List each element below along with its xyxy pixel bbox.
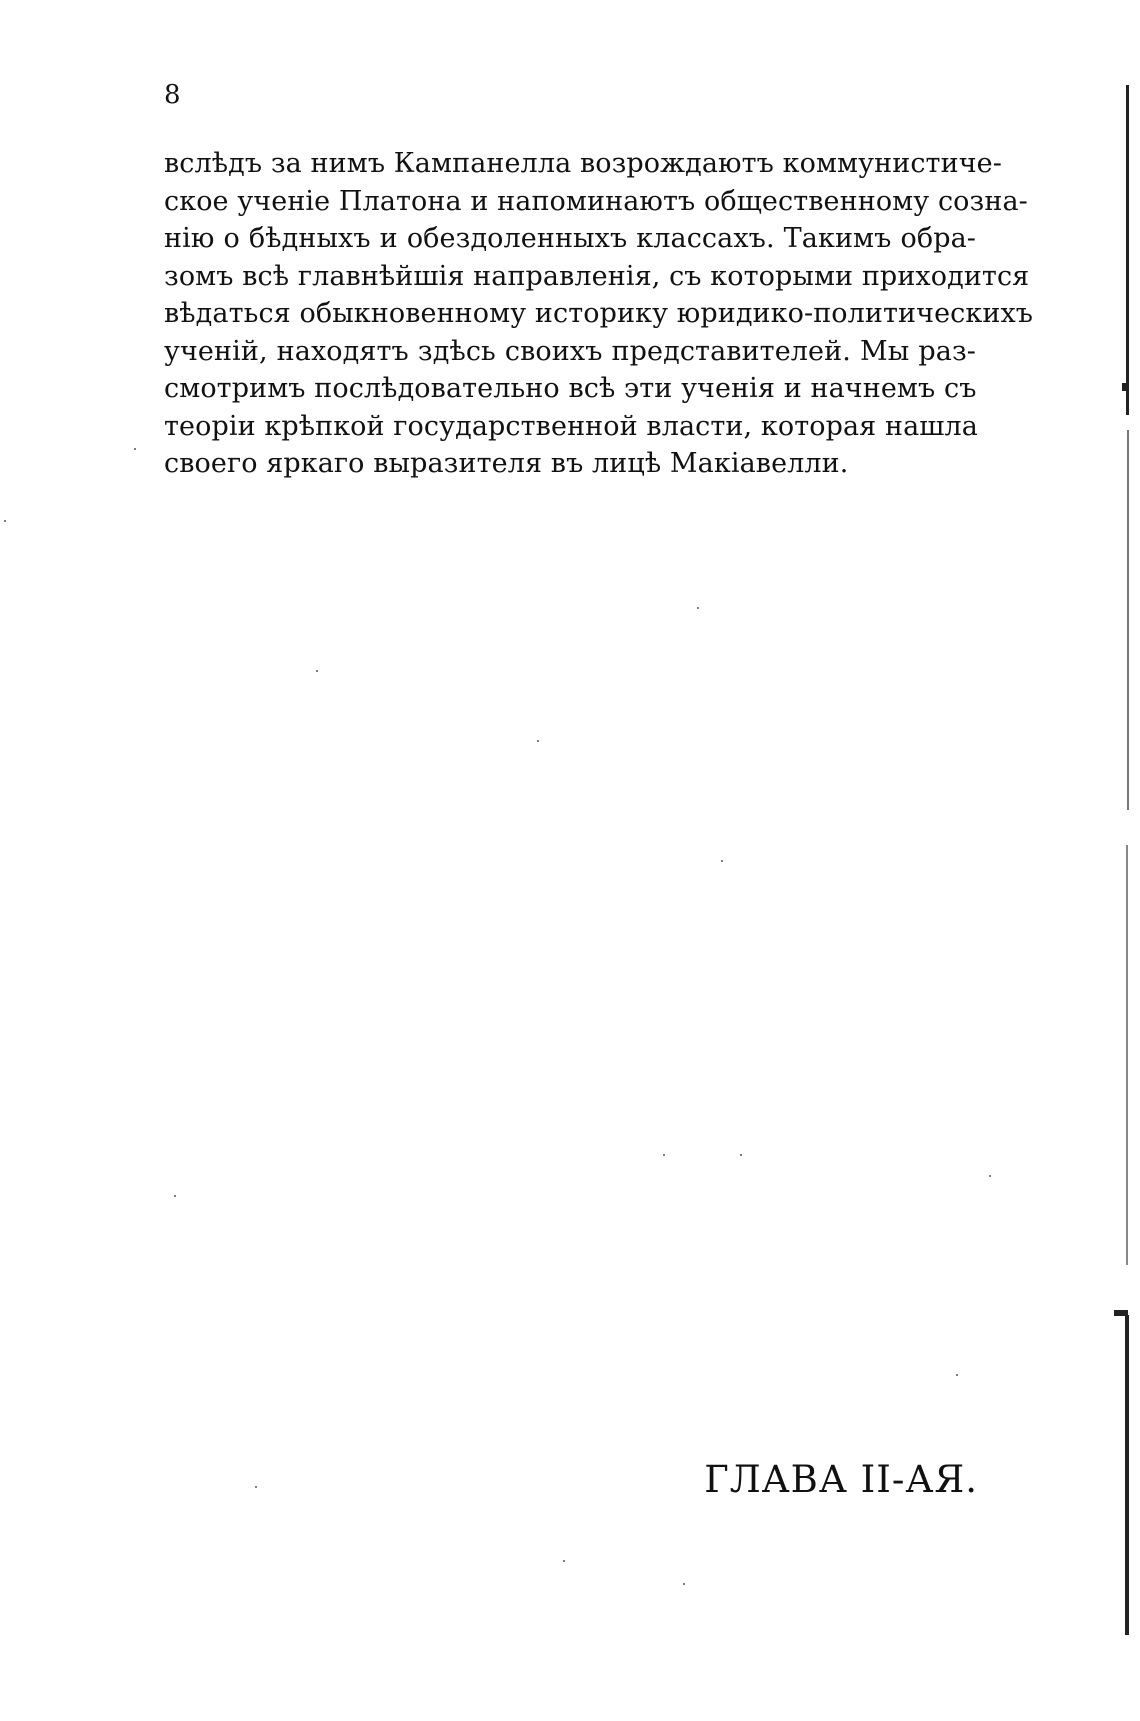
- paragraph: [164, 145, 1034, 483]
- binding-rule: [1122, 383, 1127, 391]
- paper-speck: [697, 607, 699, 609]
- paragraph-line: нію о бѣдныхъ и обездоленныхъ классахъ. Такимъ обра-: [164, 223, 976, 254]
- paragraph-line: вслѣдъ за нимъ Кампанелла возрождаютъ коммунистиче-: [164, 148, 1002, 179]
- paper-speck: [537, 740, 539, 742]
- paper-speck: [174, 1195, 176, 1197]
- paragraph-line: смотримъ послѣдовательно всѣ эти ученія и начнемъ съ: [164, 373, 977, 404]
- paragraph-line: вѣдаться обыкновенному историку юридико-политическихъ: [164, 298, 1034, 329]
- binding-rule: [1114, 1310, 1128, 1316]
- binding-rule: [1126, 845, 1128, 1265]
- paragraph-line: ское ученіе Платона и напоминаютъ общественному созна-: [164, 185, 1028, 217]
- paper-speck: [989, 1175, 991, 1177]
- paper-speck: [721, 860, 723, 862]
- binding-rule: [1127, 430, 1129, 810]
- binding-rule: [1126, 85, 1129, 415]
- paper-speck: [134, 448, 136, 450]
- paragraph-line: теоріи крѣпкой государственной власти, которая нашла: [164, 410, 978, 442]
- binding-edge: [1114, 0, 1140, 1721]
- paper-speck: [663, 1154, 665, 1156]
- page-number: 8: [164, 80, 181, 110]
- paragraph-line: зомъ всѣ главнѣйшія направленія, съ которыми приходится: [164, 260, 1030, 292]
- paper-speck: [563, 1560, 565, 1562]
- paper-speck: [4, 520, 6, 522]
- chapter-heading: ГЛАВА II-АЯ.: [704, 1458, 978, 1501]
- binding-rule: [1125, 1315, 1129, 1635]
- paper-speck: [683, 1583, 685, 1585]
- paper-speck: [740, 1154, 742, 1156]
- paragraph-line: своего яркаго выразителя въ лицѣ Макіавелли.: [164, 448, 849, 479]
- paper-speck: [255, 1486, 257, 1488]
- paper-speck: [316, 670, 318, 672]
- paper-speck: [956, 1374, 958, 1376]
- paragraph-line: ученій, находятъ здѣсь своихъ представителей. Мы раз-: [164, 335, 976, 367]
